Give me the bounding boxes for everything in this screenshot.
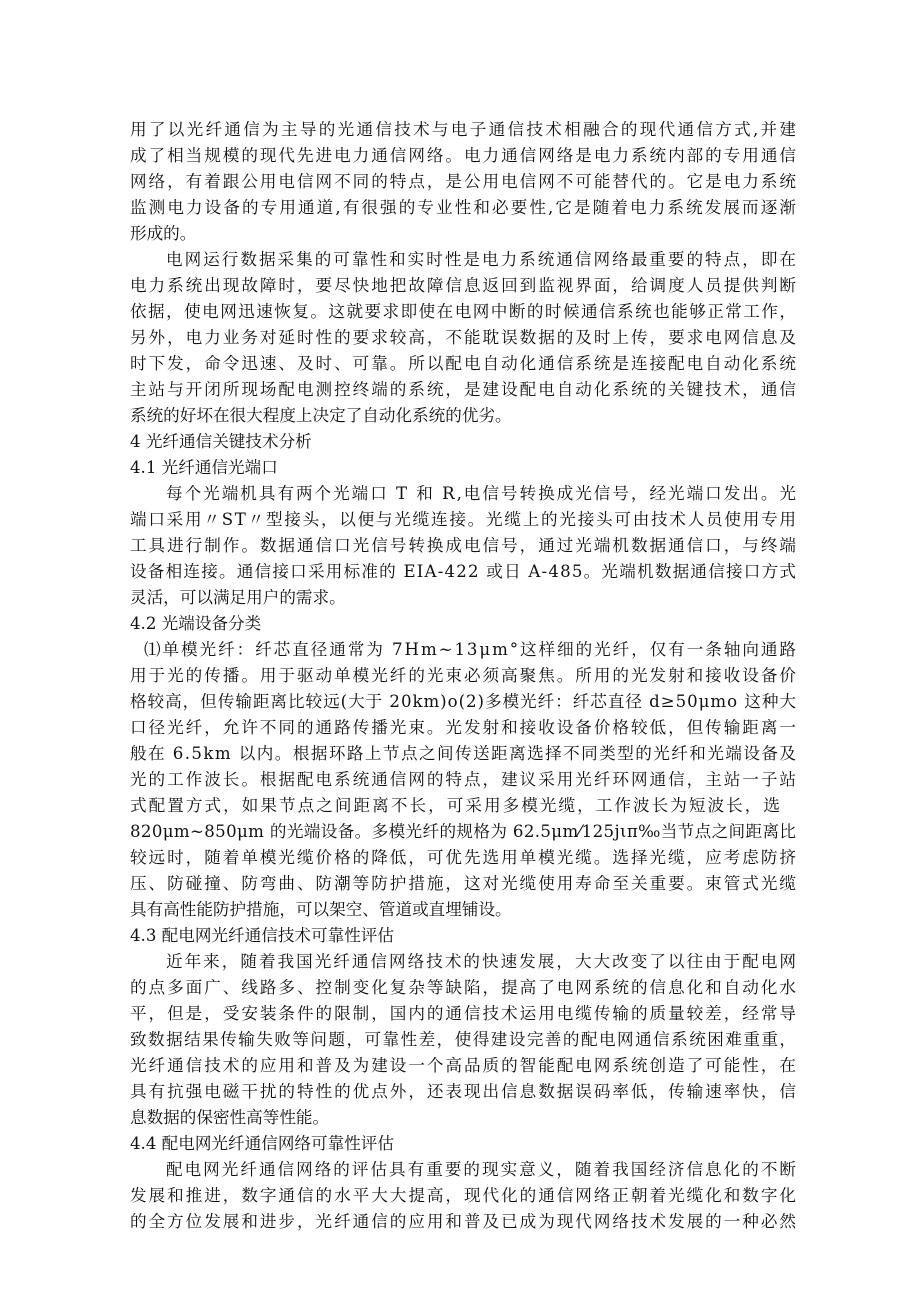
text-line: 另外，电力业务对延时性的要求较高，不能耽误数据的及时上传，要求电网信息及 xyxy=(130,328,798,347)
text-line: 主站与开闭所现场配电测控终端的系统，是建设配电自动化系统的关键技术，通信 xyxy=(130,380,798,399)
text-line: 端口采用〃ST〃型接头，以便与光缆连接。光缆上的光接头可由技术人员使用专用 xyxy=(130,510,798,529)
text-line: 监测电力设备的专用通道,有很强的专业性和必要性,它是随着电力系统发展而逐渐 xyxy=(130,198,799,217)
text-line: 依据，使电网迅速恢复。这就要求即使在电网中断的时候通信系统也能够正常工作， xyxy=(130,302,798,321)
text-line: 平，但是，受安装条件的限制，国内的通信技术运用电缆传输的质量较差，经常导 xyxy=(130,1004,798,1023)
text-line: 820μm~850μm 的光端设备。多模光纤的规格为 62.5μm⁄125jιπ‰当节点之间距离比 xyxy=(130,822,797,841)
text-line: 息数据的保密性高等性能。 xyxy=(130,1108,330,1127)
text-line: 的全方位发展和进步，光纤通信的应用和普及已成为现代网络技术发展的一种必然 xyxy=(130,1212,798,1231)
text-line: 4.4 配电网光纤通信网络可靠性评估 xyxy=(130,1134,394,1153)
text-line: 形成的。 xyxy=(130,224,197,243)
text-line: 成了相当规模的现代先进电力通信网络。电力通信网络是电力系统内部的专用通信 xyxy=(130,146,798,165)
text-line: 发展和推进，数字通信的水平大大提高，现代化的通信网络正朝着光缆化和数字化 xyxy=(130,1186,798,1205)
text-line: 式配置方式，如果节点之间距离不长，可采用多模光缆，工作波长为短波长，选 xyxy=(130,796,783,815)
text-line: 压、防碰撞、防弯曲、防潮等防护措施，这对光缆使用寿命至关重要。束管式光缆 xyxy=(130,874,798,893)
text-line: 近年来，随着我国光纤通信网络技术的快速发展，大大改变了以往由于配电网 xyxy=(166,952,798,971)
text-line: 4.2 光端设备分类 xyxy=(130,614,262,633)
text-line: 4.1 光纤通信光端口 xyxy=(130,458,278,477)
text-line: 的点多面广、线路多、控制变化复杂等缺陷，提高了电网系统的信息化和自动化水 xyxy=(130,978,798,997)
text-line: 电力系统出现故障时，要尽快地把故障信息返回到监视界面，给调度人员提供判断 xyxy=(130,276,798,295)
text-line: 每个光端机具有两个光端口 T 和 R,电信号转换成光信号，经光端口发出。光 xyxy=(166,484,798,503)
text-line: 工具进行制作。数据通信口光信号转换成电信号，通过光端机数据通信口，与终端 xyxy=(130,536,798,555)
text-line: 电网运行数据采集的可靠性和实时性是电力系统通信网络最重要的特点，即在 xyxy=(166,250,798,269)
text-line: 具有高性能防护措施，可以架空、管道或直埋铺设。 xyxy=(130,900,512,919)
text-line: 4.3 配电网光纤通信技术可靠性评估 xyxy=(130,926,394,945)
text-line: 4 光纤通信关键技术分析 xyxy=(130,432,312,451)
text-line: 光的工作波长。根据配电系统通信网的特点，建议采用光纤环网通信，主站一子站 xyxy=(130,770,798,789)
text-line: 般在 6.5km 以内。根据环路上节点之间传送距离选择不同类型的光纤和光端设备及 xyxy=(130,744,798,763)
text-line: 灵活，可以满足用户的需求。 xyxy=(130,588,346,607)
text-line: ⑴单模光纤：纤芯直径通常为 7Hm~13μm°这样细的光纤，仅有一条轴向通路 xyxy=(144,640,798,659)
text-line: 口径光纤，允许不同的通路传播光束。光发射和接收设备价格较低，但传输距离一 xyxy=(130,718,798,737)
text-line: 配电网光纤通信网络的评估具有重要的现实意义，随着我国经济信息化的不断 xyxy=(166,1160,798,1179)
text-line: 用于光的传播。用于驱动单模光纤的光束必须高聚焦。所用的光发射和接收设备价 xyxy=(130,666,798,685)
text-line: 致数据结果传输失败等问题，可靠性差，使得建设完善的配电网通信系统困难重重， xyxy=(130,1030,798,1049)
text-line: 光纤通信技术的应用和普及为建设一个高品质的智能配电网系统创造了可能性，在 xyxy=(130,1056,798,1075)
text-line: 用了以光纤通信为主导的光通信技术与电子通信技术相融合的现代通信方式,并建 xyxy=(130,120,799,139)
text-line: 时下发，命令迅速、及时、可靠。所以配电自动化通信系统是连接配电自动化系统 xyxy=(130,354,798,373)
text-line: 具有抗强电磁干扰的特性的优点外，还表现出信息数据误码率低，传输速率快，信 xyxy=(130,1082,798,1101)
text-line: 网络，有着跟公用电信网不同的特点，是公用电信网不可能替代的。它是电力系统 xyxy=(130,172,798,191)
text-line: 系统的好坏在很大程度上决定了自动化系统的优劣。 xyxy=(130,406,512,425)
text-line: 较远时，随着单模光缆价格的降低，可优先选用单模光缆。选择光缆，应考虑防挤 xyxy=(130,848,798,867)
text-line: 设备相连接。通信接口采用标准的 EIA-422 或日 A-485。光端机数据通信接口方式 xyxy=(130,562,798,581)
text-line: 格较高，但传输距离比较远(大于 20km)o(2)多模光纤：纤芯直径 d≥50μmo 这种大 xyxy=(130,692,797,711)
